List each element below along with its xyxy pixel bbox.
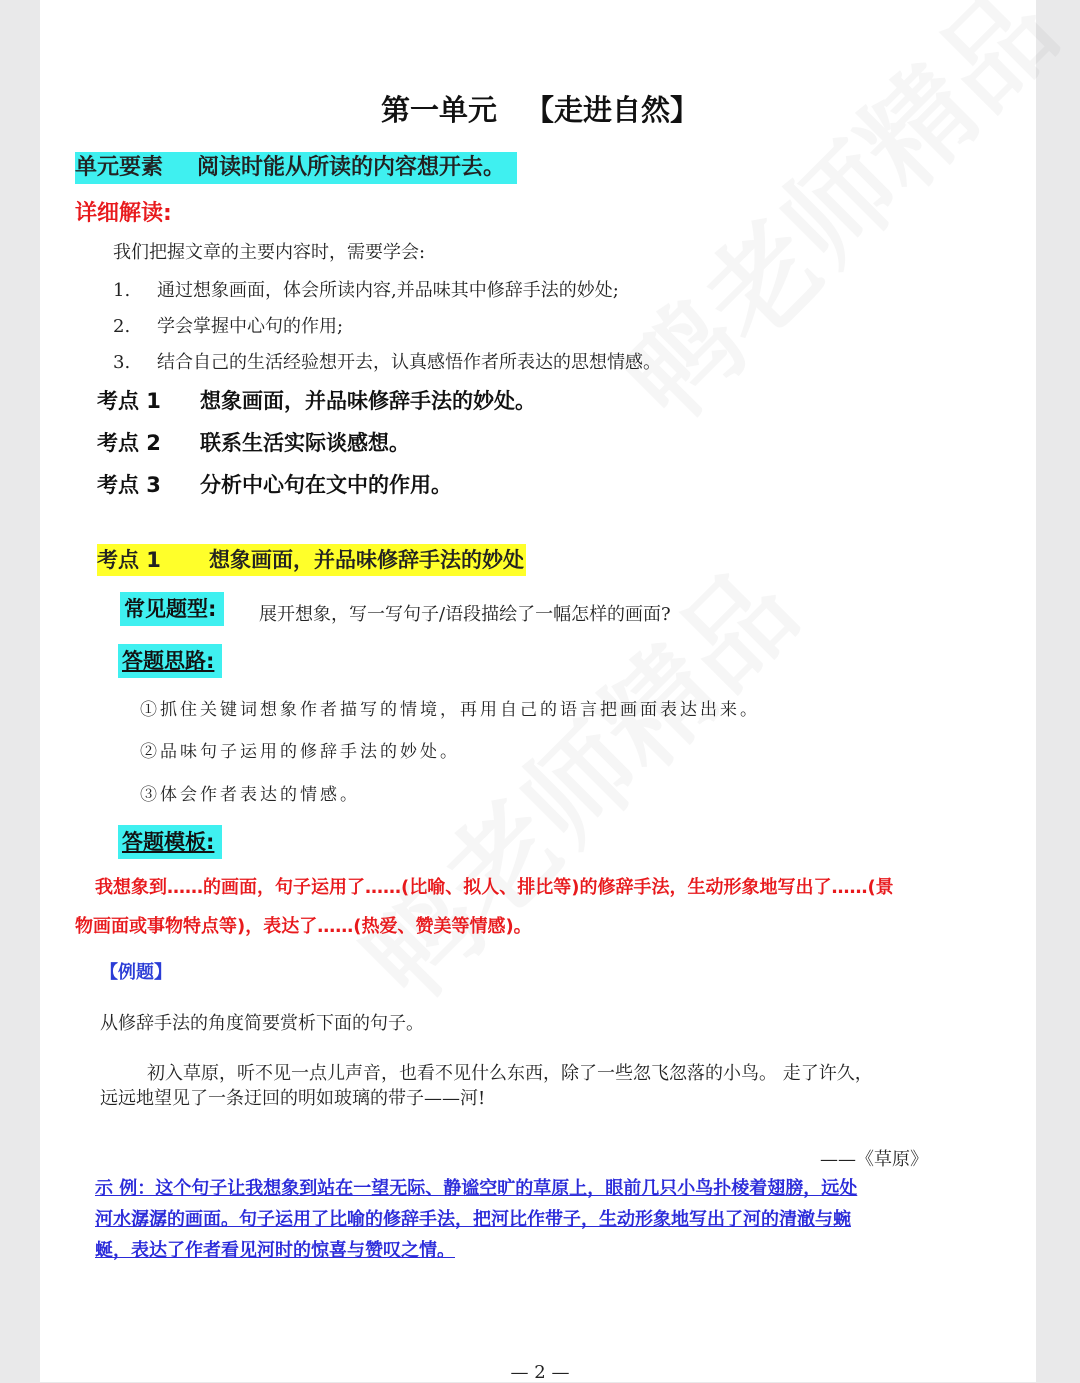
list-text: 通过想象画面，体会所读内容,并品味其中修辞手法的妙处; — [157, 280, 619, 301]
kaodian-text: 分析中心句在文中的作用。 — [200, 473, 452, 497]
example-prompt: 从修辞手法的角度简要赏析下面的句子。 — [100, 1013, 424, 1034]
list-number: 3. — [113, 352, 131, 373]
kaodian-item — [97, 385, 536, 415]
section-heading — [97, 544, 526, 576]
unit-element-banner — [75, 152, 517, 184]
approach-step: ③体会作者表达的情感。 — [140, 785, 360, 805]
page-number: — 2 — — [510, 1362, 570, 1383]
kaodian-text: 想象画面，并品味修辞手法的妙处。 — [200, 389, 536, 413]
kaodian-label: 考点 2 — [97, 431, 161, 455]
answer-line: 河水潺潺的画面。句子运用了比喻的修辞手法，把河比作带子，生动形象地写出了河的清澈与蜿 — [95, 1209, 851, 1230]
unit-name: 第一单元 — [380, 93, 497, 127]
kaodian-label: 考点 3 — [97, 473, 161, 497]
kaodian-text: 联系生活实际谈感想。 — [200, 431, 410, 455]
list-number: 1. — [113, 280, 131, 301]
kaodian-label: 考点 1 — [97, 389, 161, 413]
passage-line: 远远地望见了一条迂回的明如玻璃的带子——河! — [100, 1088, 486, 1109]
answer-line: 示 例：这个句子让我想象到站在一望无际、静谧空旷的草原上，眼前几只小鸟扑棱着翅膀，远处 — [95, 1178, 858, 1199]
unit-element-text: 阅读时能从所读的内容想开去。 — [197, 155, 506, 180]
list-number: 2. — [113, 316, 131, 337]
section-label: 考点 1 — [97, 548, 161, 572]
approach-label: 答题思路: — [118, 644, 222, 678]
unit-theme: 【走进自然】 — [525, 93, 700, 127]
question-type-text: 展开想象，写一写句子/语段描绘了一幅怎样的画面? — [259, 604, 671, 625]
list-text: 学会掌握中心句的作用; — [157, 316, 344, 337]
example-tag: 【例题】 — [100, 962, 172, 983]
answer-line: 蜒，表达了作者看见河时的惊喜与赞叹之情。 — [95, 1240, 455, 1261]
list-item — [113, 276, 619, 302]
list-item — [113, 312, 343, 338]
template-line: 我想象到……的画面，句子运用了……(比喻、拟人、排比等)的修辞手法，生动形象地写出了……(景 — [95, 877, 894, 898]
approach-step: ①抓住关键词想象作者描写的情境，再用自己的语言把画面表达出来。 — [140, 700, 760, 720]
template-line: 物画面或事物特点等)，表达了……(热爱、赞美等情感)。 — [75, 916, 532, 937]
question-type-label: 常见题型: — [120, 592, 224, 626]
kaodian-item — [97, 469, 452, 499]
list-text: 结合自己的生活经验想开去，认真感悟作者所表达的思想情感。 — [157, 352, 661, 373]
detail-heading: 详细解读: — [75, 201, 172, 226]
kaodian-item — [97, 427, 410, 457]
section-title: 想象画面，并品味修辞手法的妙处 — [209, 548, 524, 572]
template-label: 答题模板: — [118, 825, 222, 859]
page-title — [0, 88, 1080, 129]
unit-element-label: 单元要素 — [75, 155, 164, 180]
passage-line: 初入草原，听不见一点儿声音，也看不见什么东西，除了一些忽飞忽落的小鸟。 走了许久， — [147, 1063, 873, 1084]
passage-source: ——《草原》 — [820, 1149, 928, 1170]
approach-step: ②品味句子运用的修辞手法的妙处。 — [140, 742, 460, 762]
intro-text: 我们把握文章的主要内容时，需要学会: — [113, 242, 426, 263]
list-item — [113, 348, 661, 374]
